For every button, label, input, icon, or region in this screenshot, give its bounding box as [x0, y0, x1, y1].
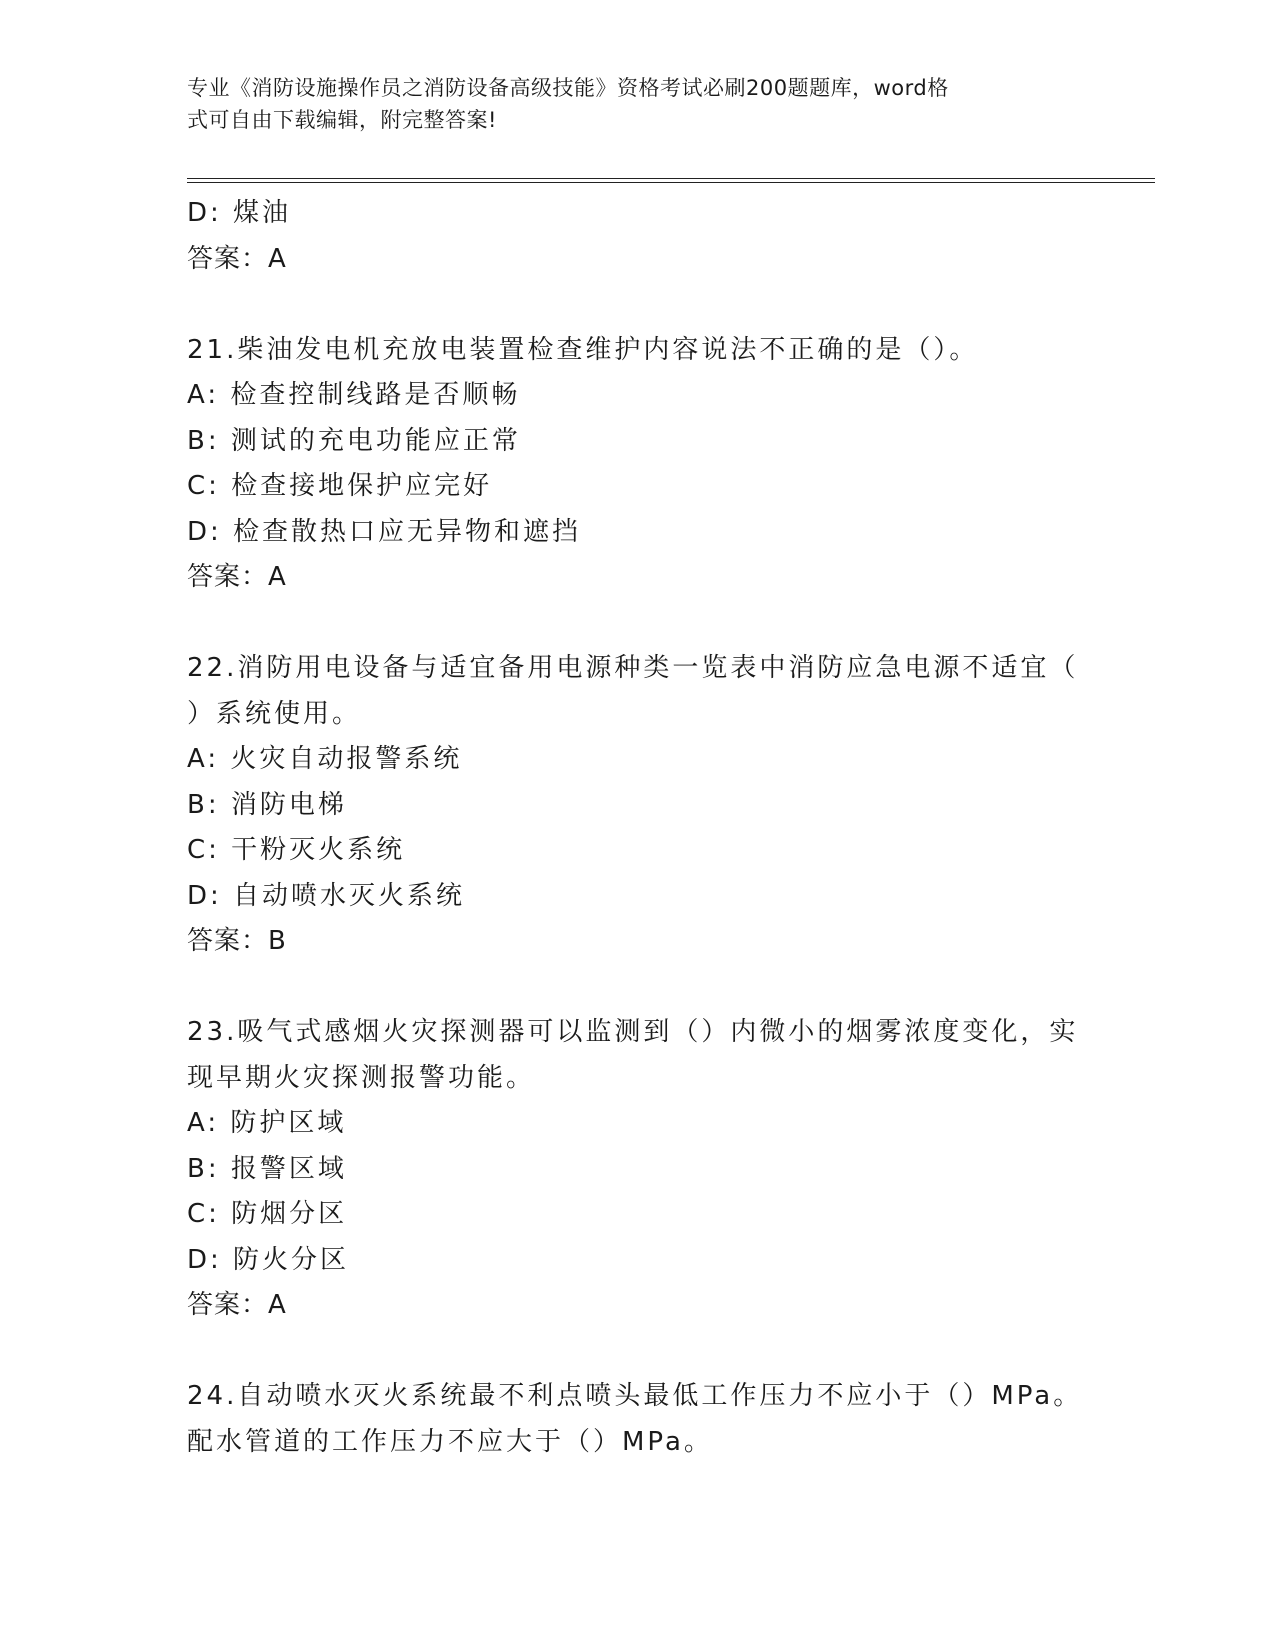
question-list — [187, 191, 1087, 1465]
answer: 答案：A — [187, 243, 287, 274]
option-b: B: 测试的充电功能应正常 — [187, 425, 521, 456]
question-21 — [187, 328, 1087, 601]
option-b: B: 报警区域 — [187, 1153, 347, 1184]
question-23 — [187, 1010, 1087, 1329]
question-24 — [187, 1374, 1087, 1465]
question-stem-cont: 配水管道的工作压力不应大于（）MPa。 — [187, 1426, 713, 1457]
option-d: D: 防火分区 — [187, 1244, 350, 1275]
question-stem: 22.消防用电设备与适宜备用电源种类一览表中消防应急电源不适宜（ — [187, 653, 1079, 683]
header-divider-top — [187, 178, 1155, 179]
option-d: D: 自动喷水灭火系统 — [187, 880, 466, 911]
option-d: D: 煤油 — [187, 198, 292, 228]
answer: 答案：A — [187, 1290, 287, 1320]
question-stem-cont: 现早期火灾探测报警功能。 — [187, 1062, 536, 1093]
option-c: C: 防烟分区 — [187, 1199, 348, 1229]
question-22 — [187, 646, 1087, 965]
header-divider-bottom — [187, 182, 1155, 183]
option-a: A: 火灾自动报警系统 — [187, 744, 463, 774]
option-c: C: 检查接地保护应完好 — [187, 471, 493, 501]
question-stem-cont: ）系统使用。 — [187, 698, 362, 729]
option-a: A: 防护区域 — [187, 1108, 347, 1138]
question-stem: 24.自动喷水灭火系统最不利点喷头最低工作压力不应小于（）MPa。 — [187, 1381, 1083, 1411]
spacer — [187, 965, 1087, 1011]
option-d: D: 检查散热口应无异物和遮挡 — [187, 516, 582, 547]
question-stem: 21.柴油发电机充放电装置检查维护内容说法不正确的是（）。 — [187, 334, 979, 365]
spacer — [187, 601, 1087, 647]
spacer — [187, 1329, 1087, 1375]
header-line-2: 式可自由下载编辑，附完整答案! — [187, 108, 497, 132]
spacer — [187, 282, 1087, 328]
option-a: A: 检查控制线路是否顺畅 — [187, 380, 521, 410]
answer: 答案：A — [187, 562, 287, 592]
option-c: C: 干粉灭火系统 — [187, 835, 406, 865]
question-stem: 23.吸气式感烟火灾探测器可以监测到（）内微小的烟雾浓度变化，实 — [187, 1017, 1079, 1047]
header-line-1: 专业《消防设施操作员之消防设备高级技能》资格考试必刷200题题库，word格 — [187, 76, 949, 100]
document-header — [187, 72, 1067, 136]
answer: 答案：B — [187, 926, 287, 956]
option-b: B: 消防电梯 — [187, 789, 347, 820]
